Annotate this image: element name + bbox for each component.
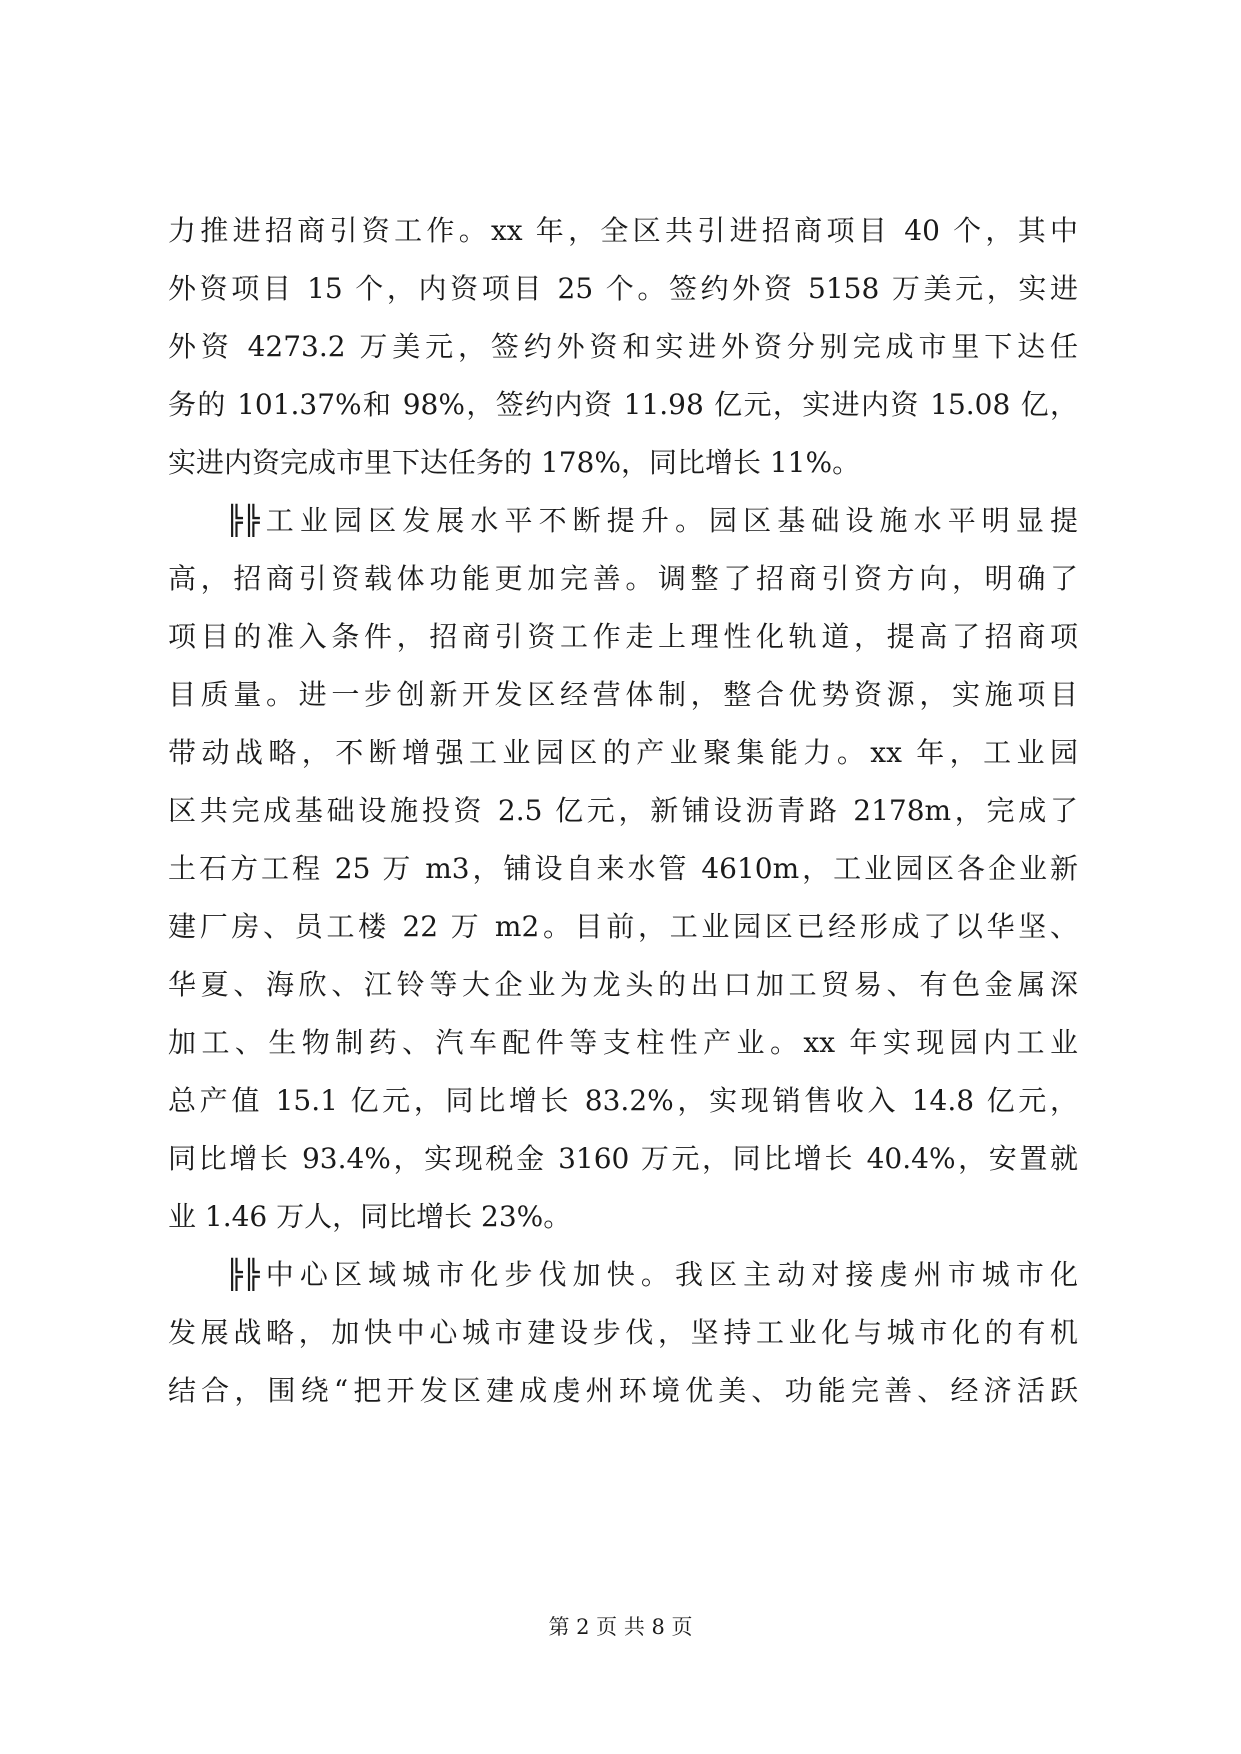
text-line: 务的 101.37%和 98%，签约内资 11.98 亿元，实进内资 15.08 亿， (168, 388, 1078, 421)
section-heading-line: ╠╠中心区域城市化步伐加快。我区主动对接虔州市城市化 (226, 1258, 1078, 1291)
text-line: 高，招商引资载体功能更加完善。调整了招商引资方向，明确了 (168, 562, 1078, 595)
text-line: 区共完成基础设施投资 2.5 亿元，新铺设沥青路 2178m，完成了 (168, 794, 1078, 827)
text-line: 项目的准入条件，招商引资工作走上理性化轨道，提高了招商项 (168, 620, 1078, 653)
text-line: 土石方工程 25 万 m3，铺设自来水管 4610m，工业园区各企业新 (168, 852, 1078, 885)
text-line: 加工、生物制药、汽车配件等支柱性产业。xx 年实现园内工业 (168, 1026, 1078, 1059)
text-line: 总产值 15.1 亿元，同比增长 83.2%，实现销售收入 14.8 亿元， (168, 1084, 1078, 1117)
page-footer: 第 2 页 共 8 页 (548, 1615, 693, 1639)
text-line: 目质量。进一步创新开发区经营体制，整合优势资源，实施项目 (168, 678, 1078, 711)
text-line: 实进内资完成市里下达任务的 178%，同比增长 11%。 (168, 446, 861, 479)
text-line: 力推进招商引资工作。xx 年，全区共引进招商项目 40 个，其中 (168, 214, 1078, 247)
text-line: 业 1.46 万人，同比增长 23%。 (168, 1200, 572, 1233)
text-line: 建厂房、员工楼 22 万 m2。目前，工业园区已经形成了以华坚、 (168, 910, 1078, 943)
text-line: 外资 4273.2 万美元，签约外资和实进外资分别完成市里下达任 (168, 330, 1078, 363)
text-line: 外资项目 15 个，内资项目 25 个。签约外资 5158 万美元，实进 (168, 272, 1078, 305)
text-line: 华夏、海欣、江铃等大企业为龙头的出口加工贸易、有色金属深 (168, 968, 1078, 1001)
text-line: 同比增长 93.4%，实现税金 3160 万元，同比增长 40.4%，安置就 (168, 1142, 1078, 1175)
section-heading-line: ╠╠工业园区发展水平不断提升。园区基础设施水平明显提 (226, 504, 1078, 537)
text-line: 结合，围绕“把开发区建成虔州环境优美、功能完善、经济活跃 (168, 1374, 1078, 1407)
text-line: 带动战略，不断增强工业园区的产业聚集能力。xx 年，工业园 (168, 736, 1078, 769)
text-line: 发展战略，加快中心城市建设步伐，坚持工业化与城市化的有机 (168, 1316, 1078, 1349)
